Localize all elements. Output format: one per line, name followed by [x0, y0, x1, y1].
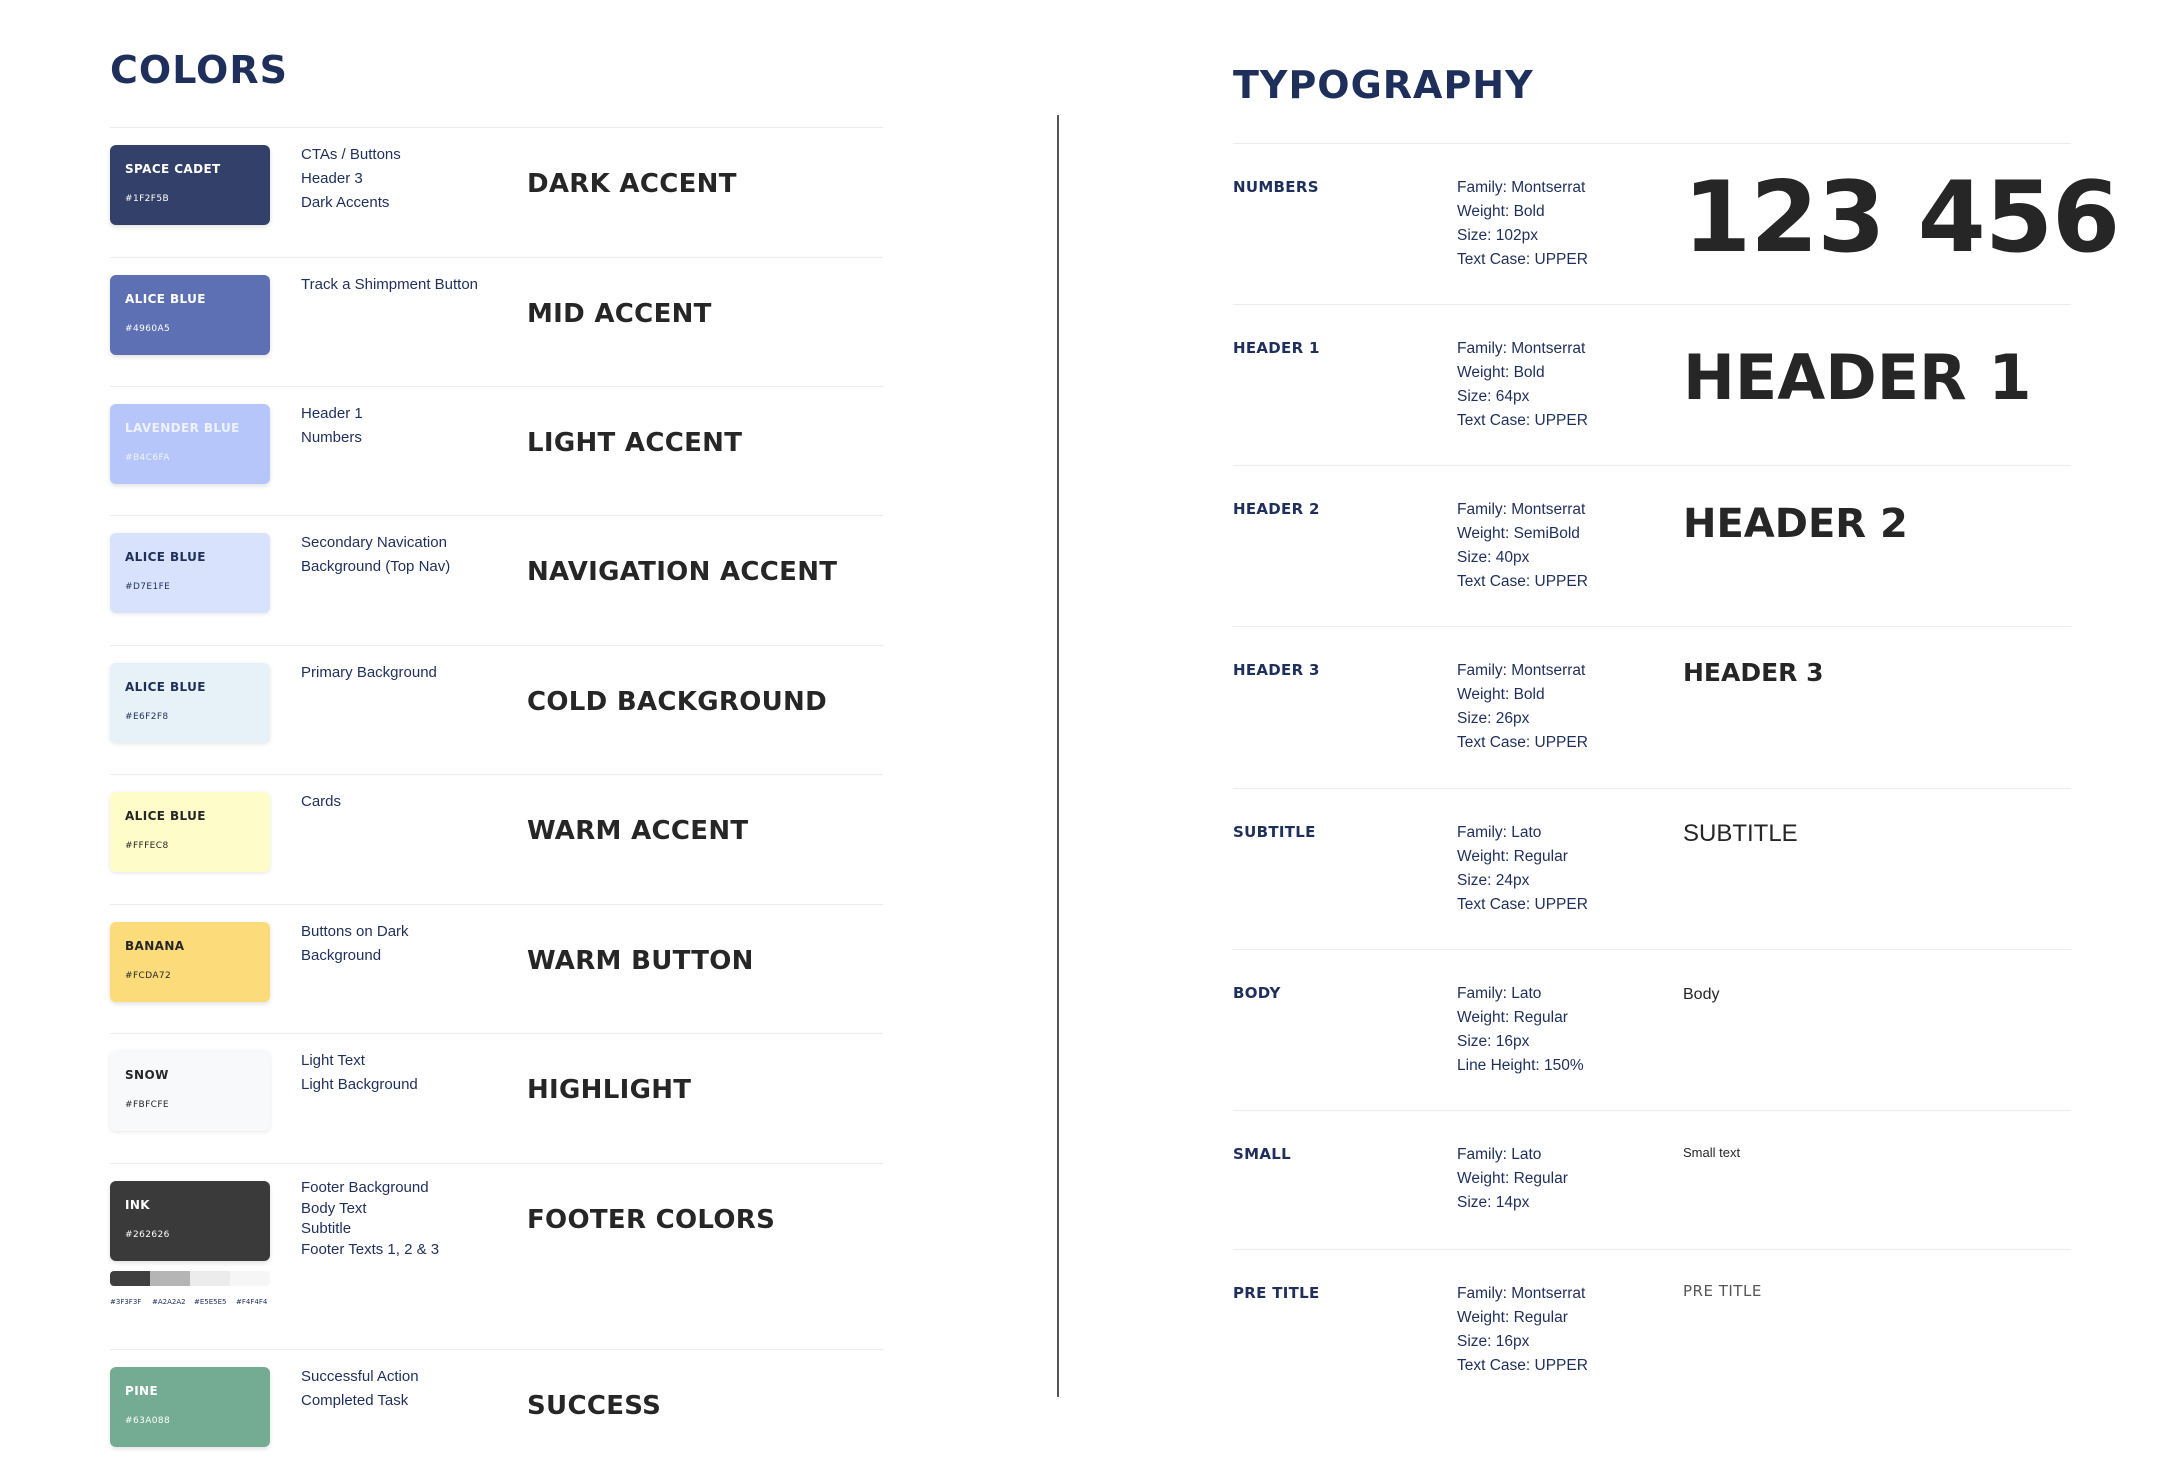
color-role-label: COLD BACKGROUND	[527, 687, 827, 717]
color-role-label: DARK ACCENT	[527, 169, 737, 199]
section-divider	[1057, 115, 1059, 1397]
type-sample-numbers: 123 456	[1683, 161, 2120, 275]
color-usage-item: Buttons on Dark	[301, 923, 409, 940]
ink-shade-hex: #E5E5E5	[194, 1298, 227, 1306]
color-usage-item: Primary Background	[301, 664, 437, 681]
color-role-label: WARM BUTTON	[527, 946, 754, 976]
color-role-label: WARM ACCENT	[527, 816, 749, 846]
type-row	[1233, 788, 2071, 950]
color-swatch-navigation-accent	[110, 533, 270, 613]
color-usage-list	[301, 402, 501, 450]
type-spec-item: Weight: Regular	[1457, 1309, 1568, 1326]
type-spec-item: Family: Montserrat	[1457, 1285, 1586, 1302]
type-row	[1233, 1110, 2071, 1250]
type-spec-item: Text Case: UPPER	[1457, 251, 1588, 268]
color-row	[110, 774, 883, 905]
color-usage-list	[301, 790, 501, 814]
color-usage-list	[301, 273, 501, 297]
color-usage-item: Track a Shimpment Button	[301, 276, 479, 293]
type-style-name: SMALL	[1233, 1145, 1291, 1163]
type-row	[1233, 626, 2071, 789]
typography-section-title: TYPOGRAPHY	[1233, 63, 1534, 107]
swatch-hex-code: #D7E1FE	[125, 582, 171, 592]
color-usage-item: Header 3	[301, 170, 363, 187]
type-spec-item: Text Case: UPPER	[1457, 896, 1588, 913]
color-usage-list	[301, 143, 501, 215]
color-usage-item: Background (Top Nav)	[301, 558, 451, 575]
swatch-hex-code: #63A088	[125, 1416, 171, 1426]
type-spec-item: Text Case: UPPER	[1457, 734, 1588, 751]
swatch-color-name: INK	[125, 1198, 151, 1212]
color-swatch-light-accent	[110, 404, 270, 484]
type-spec-item: Family: Lato	[1457, 1146, 1542, 1163]
type-spec-item: Weight: Regular	[1457, 1009, 1568, 1026]
type-sample-subtitle: SUBTITLE	[1683, 820, 1798, 847]
type-spec-item: Family: Montserrat	[1457, 501, 1586, 518]
type-sample-pre-title: PRE TITLE	[1683, 1282, 1762, 1300]
swatch-hex-code: #FFFEC8	[125, 841, 169, 851]
type-spec-list	[1457, 821, 1588, 917]
swatch-hex-code: #4960A5	[125, 324, 171, 334]
color-swatch-warm-accent	[110, 792, 270, 872]
type-spec-item: Weight: Regular	[1457, 1170, 1568, 1187]
type-spec-list	[1457, 1143, 1568, 1215]
color-swatch-cold-background	[110, 663, 270, 743]
color-row	[110, 1163, 883, 1350]
color-swatch-mid-accent	[110, 275, 270, 355]
ink-shade-segment	[150, 1271, 190, 1286]
ink-shade-hex: #F4F4F4	[236, 1298, 268, 1306]
type-sample-small: Small text	[1683, 1145, 1741, 1160]
color-usage-item: Cards	[301, 793, 342, 810]
type-spec-list	[1457, 1282, 1588, 1378]
swatch-color-name: ALICE BLUE	[125, 550, 206, 564]
color-usage-item: CTAs / Buttons	[301, 146, 401, 163]
type-sample-header-1: HEADER 1	[1683, 341, 2032, 414]
color-usage-item: Successful Action	[301, 1368, 419, 1385]
swatch-hex-code: #262626	[125, 1230, 170, 1240]
swatch-color-name: ALICE BLUE	[125, 809, 206, 823]
type-spec-item: Family: Montserrat	[1457, 179, 1586, 196]
swatch-hex-code: #1F2F5B	[125, 194, 170, 204]
color-row	[110, 1349, 883, 1460]
type-spec-item: Size: 16px	[1457, 1333, 1530, 1350]
ink-shade-hex: #A2A2A2	[152, 1298, 186, 1306]
color-usage-item: Dark Accents	[301, 194, 390, 211]
color-swatch-warm-button	[110, 922, 270, 1002]
ink-shade-segment	[190, 1271, 230, 1286]
color-usage-list	[301, 1049, 501, 1097]
swatch-hex-code: #B4C6FA	[125, 453, 170, 463]
color-usage-item: Numbers	[301, 429, 362, 446]
color-role-label: HIGHLIGHT	[527, 1075, 692, 1105]
color-usage-item: Secondary Navication	[301, 534, 447, 551]
color-usage-list	[301, 1178, 501, 1260]
color-row	[110, 257, 883, 387]
type-spec-item: Text Case: UPPER	[1457, 573, 1588, 590]
swatch-color-name: PINE	[125, 1384, 159, 1398]
type-style-name: HEADER 3	[1233, 661, 1320, 679]
swatch-hex-code: #FCDA72	[125, 971, 172, 981]
color-role-label: FOOTER COLORS	[527, 1205, 776, 1235]
type-sample-header-2: HEADER 2	[1683, 501, 1908, 547]
ink-shade-hex: #3F3F3F	[110, 1298, 142, 1306]
swatch-color-name: ALICE BLUE	[125, 292, 206, 306]
type-spec-item: Size: 16px	[1457, 1033, 1530, 1050]
color-usage-list	[301, 531, 501, 579]
type-spec-item: Size: 26px	[1457, 710, 1530, 727]
color-swatch-footer-colors	[110, 1181, 270, 1261]
color-usage-item: Body Text	[301, 1199, 367, 1217]
color-usage-item: Subtitle	[301, 1220, 352, 1237]
color-row	[110, 904, 883, 1034]
type-spec-item: Family: Lato	[1457, 824, 1542, 841]
color-swatch-dark-accent	[110, 145, 270, 225]
swatch-color-name: LAVENDER BLUE	[125, 421, 240, 435]
color-usage-item: Footer Background	[301, 1179, 429, 1196]
color-row	[110, 127, 883, 258]
type-spec-list	[1457, 176, 1588, 272]
color-row	[110, 1033, 883, 1164]
type-spec-list	[1457, 337, 1588, 433]
type-row	[1233, 465, 2071, 627]
type-spec-item: Family: Lato	[1457, 985, 1542, 1002]
color-usage-item: Light Background	[301, 1076, 418, 1093]
swatch-color-name: SPACE CADET	[125, 162, 221, 176]
swatch-hex-code: #E6F2F8	[125, 712, 169, 722]
swatch-color-name: ALICE BLUE	[125, 680, 206, 694]
type-spec-list	[1457, 498, 1588, 594]
type-sample-header-3: HEADER 3	[1683, 658, 1824, 687]
ink-shade-segment	[110, 1271, 150, 1286]
type-row	[1233, 1249, 2071, 1410]
color-row	[110, 515, 883, 646]
ink-shade-hex-codes	[110, 1298, 300, 1306]
type-style-name: NUMBERS	[1233, 178, 1319, 196]
type-spec-item: Size: 102px	[1457, 227, 1538, 244]
ink-shade-segment	[230, 1271, 270, 1286]
type-row	[1233, 143, 2120, 305]
type-style-name: HEADER 1	[1233, 339, 1320, 357]
type-spec-item: Weight: Bold	[1457, 203, 1545, 220]
type-spec-item: Weight: SemiBold	[1457, 525, 1580, 542]
type-style-name: HEADER 2	[1233, 500, 1320, 518]
swatch-hex-code: #FBFCFE	[125, 1100, 170, 1110]
color-role-label: LIGHT ACCENT	[527, 428, 743, 458]
type-spec-item: Size: 24px	[1457, 872, 1530, 889]
type-spec-item: Text Case: UPPER	[1457, 1357, 1588, 1374]
color-usage-list	[301, 661, 501, 685]
type-sample-body: Body	[1683, 986, 1720, 1003]
ink-shade-bar	[110, 1271, 270, 1286]
color-role-label: NAVIGATION ACCENT	[527, 557, 838, 587]
colors-section-title: COLORS	[110, 48, 288, 92]
type-spec-item: Weight: Bold	[1457, 364, 1545, 381]
type-spec-item: Text Case: UPPER	[1457, 412, 1588, 429]
type-spec-item: Weight: Regular	[1457, 848, 1568, 865]
type-spec-item: Weight: Bold	[1457, 686, 1545, 703]
type-spec-item: Line Height: 150%	[1457, 1057, 1584, 1074]
swatch-color-name: SNOW	[125, 1068, 169, 1082]
type-style-name: PRE TITLE	[1233, 1284, 1320, 1302]
type-spec-list	[1457, 982, 1584, 1078]
type-spec-item: Family: Montserrat	[1457, 662, 1586, 679]
type-style-name: BODY	[1233, 984, 1281, 1002]
color-role-label: MID ACCENT	[527, 299, 712, 329]
color-row	[110, 386, 883, 516]
color-usage-list	[301, 1365, 501, 1413]
type-spec-item: Size: 40px	[1457, 549, 1530, 566]
color-usage-list	[301, 920, 501, 968]
type-spec-list	[1457, 659, 1588, 755]
color-usage-item: Footer Texts 1, 2 & 3	[301, 1240, 440, 1258]
color-usage-item: Background	[301, 947, 382, 964]
color-usage-item: Completed Task	[301, 1392, 409, 1409]
type-spec-item: Size: 64px	[1457, 388, 1530, 405]
color-usage-item: Header 1	[301, 405, 363, 422]
type-row	[1233, 304, 2071, 466]
type-row	[1233, 949, 2071, 1111]
type-style-name: SUBTITLE	[1233, 823, 1316, 841]
color-swatch-success	[110, 1367, 270, 1447]
type-spec-item: Size: 14px	[1457, 1194, 1530, 1211]
type-spec-item: Family: Montserrat	[1457, 340, 1586, 357]
color-role-label: SUCCESS	[527, 1391, 662, 1421]
color-row	[110, 645, 883, 775]
color-usage-item: Light Text	[301, 1052, 365, 1069]
swatch-color-name: BANANA	[125, 939, 185, 953]
color-swatch-highlight	[110, 1051, 270, 1131]
